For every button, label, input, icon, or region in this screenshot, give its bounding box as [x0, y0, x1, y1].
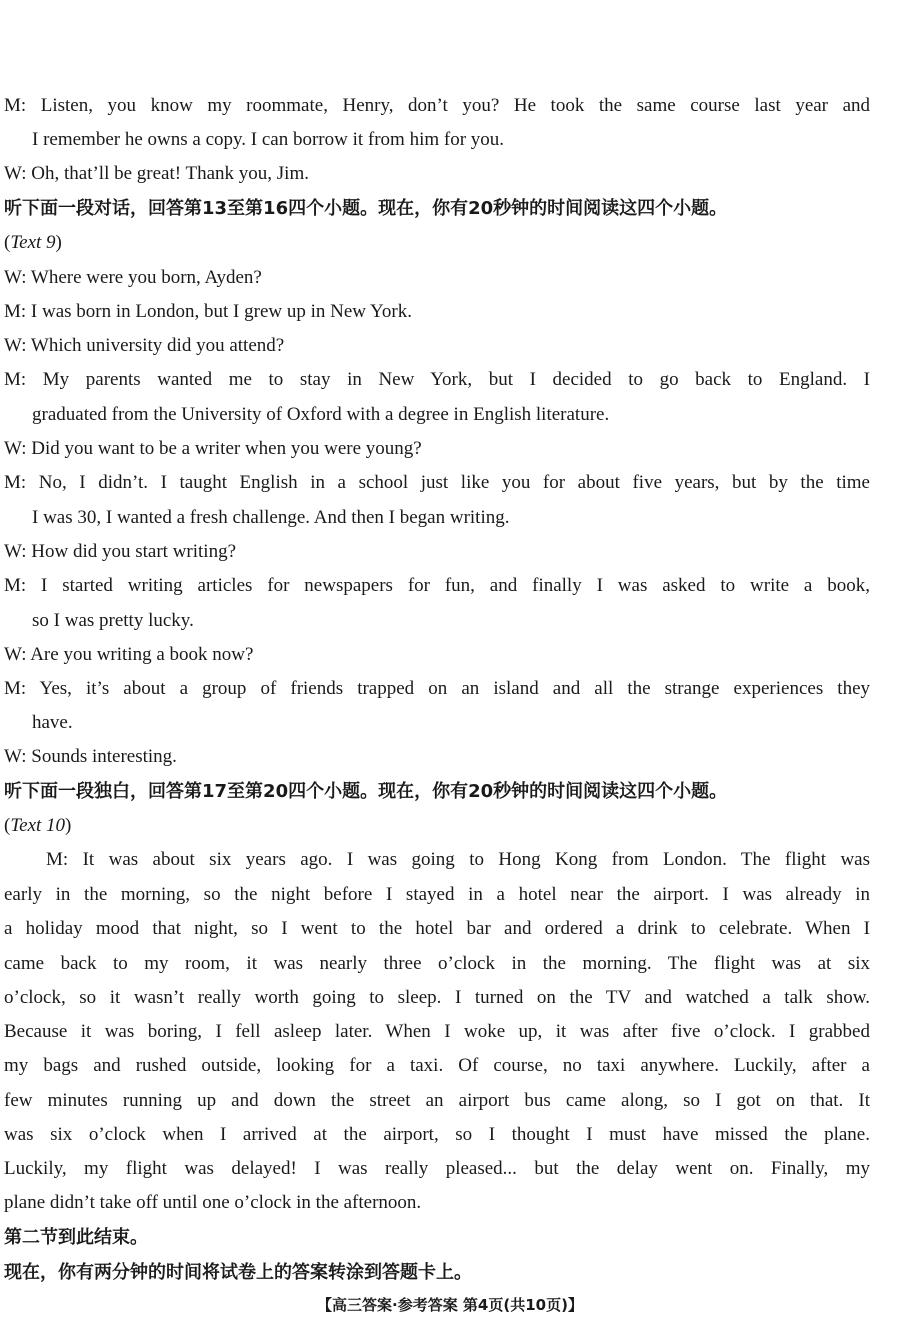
- text-line: have.: [32, 712, 73, 733]
- text-label: (Text 10): [4, 815, 72, 836]
- paragraph-line: was six o’clock when I arrived at the airport, so I thought I must have missed the plane.: [4, 1124, 870, 1145]
- paragraph-line: early in the morning, so the night before I stayed in a hotel near the airport. I was already in: [4, 884, 870, 905]
- text-line: I remember he owns a copy. I can borrow it from him for you.: [32, 129, 505, 150]
- paragraph-line: plane didn’t take off until one o’clock in the afternoon.: [4, 1192, 422, 1213]
- paragraph-line: few minutes running up and down the street an airport bus came along, so I got on that. It: [4, 1090, 870, 1111]
- text-line: W: Did you want to be a writer when you were young?: [4, 438, 422, 459]
- text-line: W: Where were you born, Ayden?: [4, 267, 262, 288]
- text-line: graduated from the University of Oxford with a degree in English literature.: [32, 404, 610, 425]
- text-line: I was 30, I wanted a fresh challenge. And then I began writing.: [32, 507, 510, 528]
- paragraph-line: M: It was about six years ago. I was going to Hong Kong from London. The flight was: [46, 849, 870, 870]
- text-line: so I was pretty lucky.: [32, 610, 194, 631]
- text-line: M: No, I didn’t. I taught English in a school just like you for about five years, but by the time: [4, 472, 870, 493]
- text-line: M: I was born in London, but I grew up in New York.: [4, 301, 412, 322]
- text-line: W: Which university did you attend?: [4, 335, 285, 356]
- paragraph-line: my bags and rushed outside, looking for a taxi. Of course, no taxi anywhere. Luckily, after a: [4, 1055, 870, 1076]
- text-line: W: Oh, that’ll be great! Thank you, Jim.: [4, 163, 309, 184]
- text-label: (Text 9): [4, 232, 62, 253]
- text-line: M: Listen, you know my roommate, Henry, don’t you? He took the same course last year and: [4, 95, 870, 116]
- text-line: W: Sounds interesting.: [4, 746, 177, 767]
- paragraph-line: o’clock, so it wasn’t really worth going to sleep. I turned on the TV and watched a talk show.: [4, 987, 870, 1008]
- text-line: W: How did you start writing?: [4, 541, 237, 562]
- text-line: M: Yes, it’s about a group of friends trapped on an island and all the strange experiences they: [4, 678, 870, 699]
- text-line: M: I started writing articles for newspapers for fun, and finally I was asked to write a book,: [4, 575, 870, 596]
- text-label-name: Text 10: [10, 815, 66, 836]
- section-end-note: 第二节到此结束。: [4, 1227, 148, 1248]
- paragraph-line: Because it was boring, I fell asleep later. When I woke up, it was after five o’clock. I grabbed: [4, 1021, 870, 1042]
- transfer-instruction: 现在，你有两分钟的时间将试卷上的答案转涂到答题卡上。: [4, 1262, 472, 1283]
- text-label-name: Text 9: [10, 232, 56, 253]
- section-instruction: 听下面一段对话，回答第13至第16四个小题。现在，你有20秒钟的时间阅读这四个小题。: [4, 198, 728, 219]
- paragraph-line: a holiday mood that night, so I went to the hotel bar and ordered a drink to celebrate. When I: [4, 918, 870, 939]
- section-instruction: 听下面一段独白，回答第17至第20四个小题。现在，你有20秒钟的时间阅读这四个小题。: [4, 781, 728, 802]
- paragraph-line: came back to my room, it was nearly three o’clock in the morning. The flight was at six: [4, 953, 870, 974]
- text-line: W: Are you writing a book now?: [4, 644, 254, 665]
- paragraph-line: Luckily, my flight was delayed! I was really pleased... but the delay went on. Finally, my: [4, 1158, 870, 1179]
- text-line: M: My parents wanted me to stay in New York, but I decided to go back to England. I: [4, 369, 870, 390]
- page-footer: 【高三答案·参考答案 第4页(共10页)】: [317, 1296, 583, 1314]
